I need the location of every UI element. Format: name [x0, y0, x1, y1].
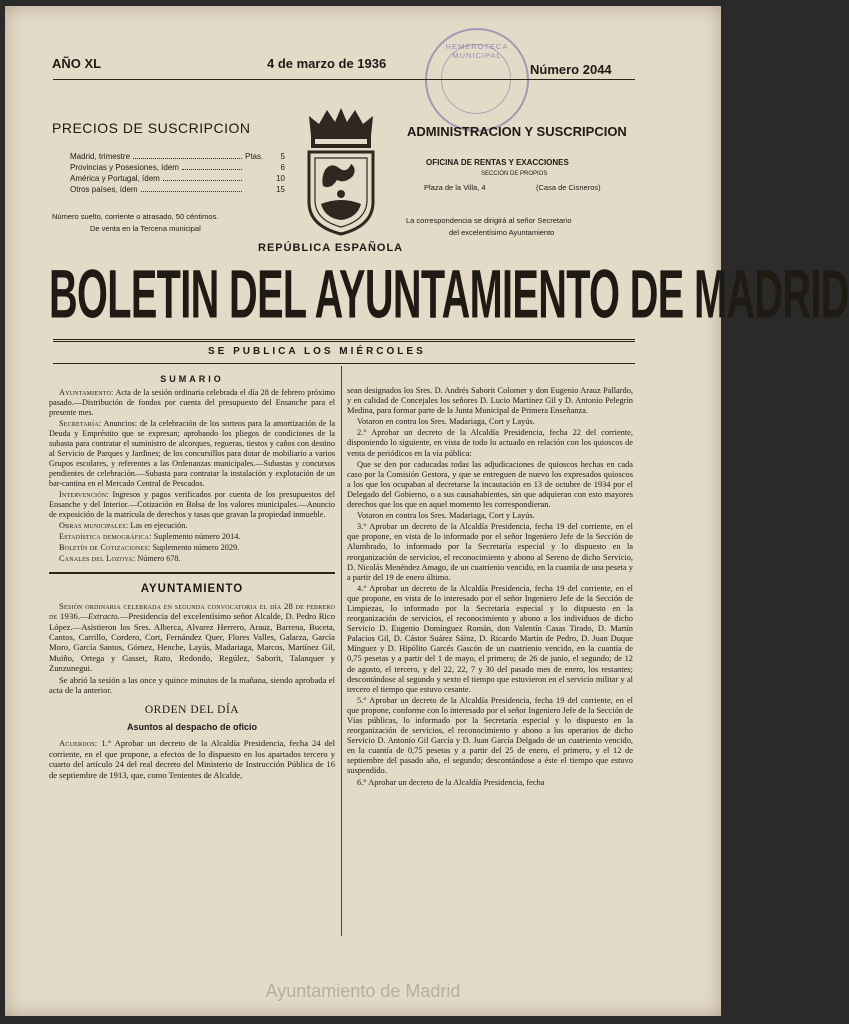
subscription-prices [70, 151, 285, 195]
price-place: Madrid, trimestre [70, 152, 131, 161]
price-place: Otros países, ídem [70, 185, 138, 194]
left-column [49, 374, 335, 781]
library-stamp [425, 28, 529, 132]
sumario-label: Obras municipales: [59, 521, 129, 531]
right-column [347, 386, 633, 789]
administration-note-1: La correspondencia se dirigirá al señor Secretario [406, 216, 572, 225]
sumario-text: Suplemento número 2014. [153, 532, 241, 542]
subscription-title: PRECIOS DE SUSCRIPCION [52, 120, 251, 136]
sumario-text: Número 678. [137, 554, 181, 564]
masthead-number: Número 2044 [530, 62, 612, 77]
title-rule [53, 339, 635, 342]
sumario-label: Boletín de Cotizaciones: [59, 543, 151, 553]
price-unit [245, 184, 271, 195]
coat-of-arms-icon [301, 106, 381, 238]
page-title: BOLETIN DEL AYUNTAMIENTO DE MADRID [49, 257, 849, 333]
price-row [70, 151, 285, 162]
masthead-rule [53, 79, 635, 80]
sumario-text: Suplemento número 2029. [152, 543, 240, 553]
column-divider [341, 366, 342, 936]
price-row [70, 173, 285, 184]
ayuntamiento-heading: AYUNTAMIENTO [140, 583, 244, 596]
newspaper-page [5, 6, 849, 1016]
agreement-paragraph: Votaron en contra los Sres. Madariaga, Cort y Layús. [357, 417, 535, 427]
sumario-label: Intervención: [59, 490, 109, 500]
agreement-paragraph: Votaron en contra los Sres. Madariaga, Cort y Layús. [357, 511, 535, 521]
stamp-text: HEMEROTECA MUNICIPAL [445, 42, 509, 60]
price-place: Provincias y Posesiones, ídem [70, 163, 179, 172]
session-extract: —Extracto. [80, 611, 120, 622]
price-row [70, 162, 285, 173]
sumario-label: Estadística demográfica: [59, 532, 152, 542]
agreement-paragraph: 6.° Aprobar un decreto de la Alcaldía Presidencia, fecha [357, 777, 545, 787]
sumario-entry [49, 388, 335, 418]
agreement-paragraph: 2.° Aprobar un decreto de la Alcaldía Presidencia, fecha 22 del corriente, disponiendo lo siguiente, en vista de todo lo actuado en relación con los quioscos de venta de periódicos en la vía pública: [347, 428, 633, 458]
price-value: 5 [280, 152, 285, 161]
price-unit [245, 162, 271, 173]
sumario-entry [49, 419, 335, 489]
sumario-text: Ingresos y pagos verificados por cuenta de los presupuestos del Ensanche y del Interior.—Cotización en Bolsa de los valores municipales.—Anuncio de exposición de la matrícula de derechos y tasas que gravan la propiedad inmueble. [49, 490, 335, 520]
price-value: 15 [276, 185, 285, 194]
sumario-list [49, 388, 335, 564]
asuntos-heading: Asuntos al despacho de oficio [126, 721, 258, 732]
price-value: 6 [280, 163, 285, 172]
republic-label: REPÚBLICA ESPAÑOLA [258, 242, 404, 254]
price-place: América y Portugal, ídem [70, 174, 160, 183]
sumario-label: Canales del Lozoya: [59, 554, 136, 564]
acuerdos-text: 1.° Aprobar un decreto de la Alcaldía Presidencia, fecha 24 del corriente, en el que propone, a efectos de lo dispuesto en los apartados tercero y cuarto del artículo 24 del real decreto del Ministerio de Instrucción Pública de 16 de septiembre de 1913, que, como Tenientes de Alcalde, [49, 738, 335, 780]
session-text: —Presidencia del excelentísimo señor Alcalde, D. Pedro Rico López.—Asistieron los Sres. Alberca, Alvarez Herrero, Arauz, Barrena, Buceta, Cantos, Carrillo, Cordero, Cort, Fernández Quer, Flores Valles, Galarza, García Moro, García Santos, Gómez, Henche, Layús, Madariaga, Marcos, Martínez Gil, Muiño, Ortega y Gasset, Rato, Redondo, Regúlez, Saborit, Talanquer y Zunzunegui. [49, 611, 335, 674]
agreement-paragraph: sean designados los Sres. D. Andrés Saborit Colomer y don Eugenio Arauz Pallardo, y en calidad de Concejales los señores D. Lucio Martínez Gil y D. Antonio Pelegrín Medina, para formar parte de la Junta Municipal de Primera Enseñanza. [347, 386, 633, 416]
sumario-entry [49, 490, 335, 520]
administration-title: ADMINISTRACION Y SUSCRIPCION [407, 124, 627, 139]
session-paragraph [49, 601, 335, 674]
agreement-paragraph: 3.° Aprobar un decreto de la Alcaldía Presidencia, fecha 19 del corriente, en el que propone, en vista de lo informado por el señor Ingeniero Jefe de la Sección de Alumbrado, lo informado por la Secretaría especial y lo dispuesto en la reorganización de servicios, el reconocimiento y abono al Sereno de dicho Servicio, D. Nicolás Menéndez Amago, de un cuatrienio vencido, en la cuantía de una peseta y a partir del 19 de enero último. [347, 522, 633, 582]
acuerdos-label: Acuerdos: [59, 738, 98, 749]
sumario-label: Ayuntamiento: [59, 388, 114, 398]
sumario-text: Acta de la sesión ordinaria celebrada el día 28 de febrero próximo pasado.—Distribución de fondos por cuenta del presupuesto del Ensanche para el presente mes. [49, 388, 335, 418]
agreement-paragraph: Que se den por caducadas todas las adjudicaciones de quioscos hechas en cada caso por la Comisión Gestora, y que se entreguen de nuevo los expresados quioscos a los que los ocupaban al decretarse la incautación en 13 de octubre de 1934 por el Delegado del Gobierno, o a sus causahabientes, sin que adquieran con esto mayores derechos que los que en aquel momento les correspondieran. [347, 459, 633, 510]
acuerdos-paragraph [49, 738, 335, 780]
watermark: Ayuntamiento de Madrid [265, 981, 461, 1001]
publication-day: SE PUBLICA LOS MIÉRCOLES [208, 346, 426, 357]
agreement-paragraph: 4.° Aprobar un decreto de la Alcaldía Presidencia, fecha 19 del corriente, en el que propone, en vista de lo interesado por el señor Ingeniero Jefe de la Sección de Limpiezas, lo informado por la Secretaría especial y lo dispuesto en la reorganización de servicios, el reconocimiento y abono a los individuos de dicho Servicio D. Eugenio Domínguez Román, don Valentín Casas Tirado, D. Martín Palacios Gil, D. Cástor Suárez Sáinz, D. Ricardo Martín de Pedro, D. Juan Duque Mínguez y D. Hipólito Garcés Gascón de un cuatrienio vencido, en la cuantía de 0,75 pesetas y a partir del 1 de mayo, el primero; de 26 de junio, el segundo; de 12 de agosto, el tercero, y del 22, 22, 7 y 30 del pasado mes de enero, los restantes; descontándose al segundo y sexto el tiempo que estuvieron en el servicio militar y al tercero el tiempo que estuvo cesante. [347, 583, 633, 694]
subscription-note-1: Número suelto, corriente o atrasado, 50 céntimos. [52, 212, 219, 221]
price-row [70, 184, 285, 195]
administration-building: (Casa de Cisneros) [536, 183, 601, 192]
administration-office: OFICINA DE RENTAS Y EXACCIONES [426, 158, 569, 167]
price-unit: Ptas. [245, 152, 264, 161]
price-unit [245, 173, 271, 184]
section-rule [49, 572, 335, 574]
price-value: 10 [276, 174, 285, 183]
sumario-heading: SUMARIO [160, 374, 224, 384]
subtitle-rule [53, 363, 635, 364]
subscription-note-2: De venta en la Tercena municipal [90, 224, 201, 233]
sumario-entry [49, 554, 335, 564]
administration-note-2: del excelentísimo Ayuntamiento [449, 228, 555, 237]
agreement-paragraph: 5.° Aprobar un decreto de la Alcaldía Presidencia, fecha 19 del corriente, en el que propone, conforme con lo interesado por el señor Ingeniero Jefe de la Sección de Vías públicas, lo informado por la Secretaría especial y lo dispuesto en la reorganización de servicios, el reconocimiento y abono a los operarios de dicho Servicio D. Antonio Gil García y D. Juan García Delgado de un cuatrienio vencido, en la cuantía de 0,75 pesetas y a partir del 25 de enero, el primero, y el 12 de septiembre del pasado año, el segundo; descontándose a éste el tiempo que estuvo suspendido. [347, 695, 633, 776]
administration-address: Plaza de la Villa, 4 [424, 183, 486, 192]
sumario-text: Las en ejecución. [130, 521, 188, 531]
sumario-label: Secretaría: [59, 419, 102, 429]
sumario-text: Anuncios: de la celebración de los sorteos para la amortización de la Deuda y Empréstito que se expresan; aprobando los pliegos de condiciones de la subasta para contratar el suministro de alcorques, regueras, tiestos y caños con destino al Servicio de Parques y Jardines; de los concursillos para dotar de mobiliario a varios Grupos escolares, y referentes a las Ordenanzas municipales.—Subastas y concursos pendientes de celebración.—Subasta para contratar la instalación y explotación de un bar-cantina en el Mercado Central de Pescados. [49, 419, 335, 489]
sumario-entry [49, 543, 335, 553]
masthead-date: 4 de marzo de 1936 [267, 56, 387, 71]
opening-paragraph: Se abrió la sesión a las once y quince minutos de la mañana, siendo aprobada el acta de la anterior. [49, 674, 335, 696]
administration-section: SECCIÓN DE PROPIOS [481, 171, 548, 177]
masthead-year: AÑO XL [52, 56, 102, 71]
sumario-entry [49, 521, 335, 531]
session-lead: Sesión ordinaria celebrada en segunda convocatoria el día 28 de febrero de 1936. [49, 600, 335, 622]
orden-heading: ORDEN DEL DÍA [144, 704, 240, 717]
sumario-entry [49, 532, 335, 542]
